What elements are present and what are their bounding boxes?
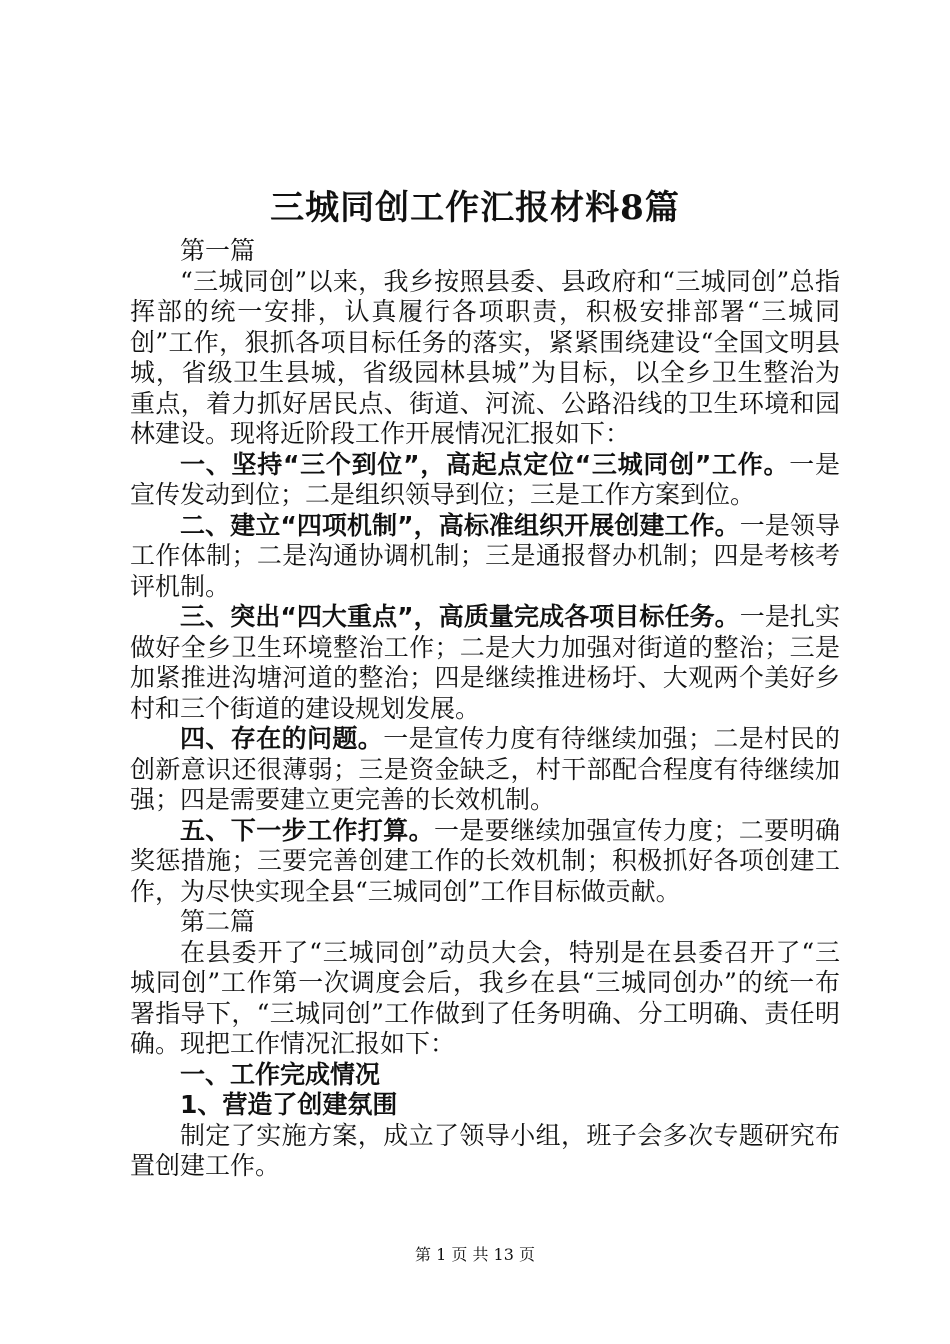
paragraph-heading: 五、下一步工作打算。 [180,815,434,845]
section2-intro: 在县委开了“三城同创”动员大会，特别是在县委召开了“三城同创”工作第一次调度会后，我乡在县“三城同创办”的统一布署指导下，“三城同创”工作做到了任务明确、分工明确、责任明确。现把工作情况汇报如下： [130,937,840,1058]
intro-paragraph: “三城同创”以来，我乡按照县委、县政府和“三城同创”总指挥部的统一安排，认真履行各项职责，积极安排部署“三城同创”工作，狠抓各项目标任务的落实，紧紧围绕建设“全国文明县城，省级卫生县城，省级园林县城”为目标，以全乡卫生整治为重点，着力抓好居民点、街道、河流、公路沿线的卫生环境和园林建设。现将近阶段工作开展情况汇报如下： [130,266,840,448]
subheading-text: 1、营造了创建氛围 [180,1090,398,1119]
section2-subheading [130,1090,840,1121]
paragraph-heading: 二、建立“四项机制”，高标准组织开展创建工作。 [180,510,740,540]
document-title: 三城同创工作汇报材料8篇 [270,188,680,228]
document-body [130,236,840,1182]
paragraph-text: 一是宣传发动到位；二是组织领导到位；三是工作方案到位。 [130,449,840,509]
paragraph-text: 一是宣传力度有待继续加强；二是村民的创新意识还很薄弱；三是资金缺乏，村干部配合程度有待继续加强；四是需要建立更完善的长效机制。 [130,724,840,814]
paragraph-heading: 一、坚持“三个到位”，高起点定位“三城同创”工作。 [180,449,790,479]
paragraph-heading: 三、突出“四大重点”，高质量完成各项目标任务。 [180,602,740,631]
paragraph-text: 一是扎实做好全乡卫生环境整治工作；二是大力加强对街道的整治；三是加紧推进沟塘河道的整治；四是继续推进杨圩、大观两个美好乡村和三个街道的建设规划发展。 [130,602,840,723]
paragraph-text: 一是要继续加强宣传力度；二要明确奖惩措施；三要完善创建工作的长效机制；积极抓好各项创建工作，为尽快实现全县“三城同创”工作目标做贡献。 [130,815,840,906]
section2-heading [130,1060,840,1091]
paragraph-heading: 四、存在的问题。 [180,724,384,753]
paragraph-4 [130,724,840,816]
page-footer: 第 1 页 共 13 页 [415,1245,535,1264]
paragraph-3 [130,602,840,724]
paragraph-1 [130,450,840,511]
section-label: 第二篇 [180,907,256,936]
section-label: 第一篇 [180,236,256,265]
paragraph-text: 一是领导工作体制；二是沟通协调机制；三是通报督办机制；四是考核考评机制。 [130,510,840,601]
section2-paragraph: 制定了实施方案，成立了领导小组，班子会多次专题研究布置创建工作。 [130,1120,840,1180]
paragraph-2 [130,511,840,603]
paragraph-5 [130,816,840,908]
heading-text: 一、工作完成情况 [180,1059,381,1089]
